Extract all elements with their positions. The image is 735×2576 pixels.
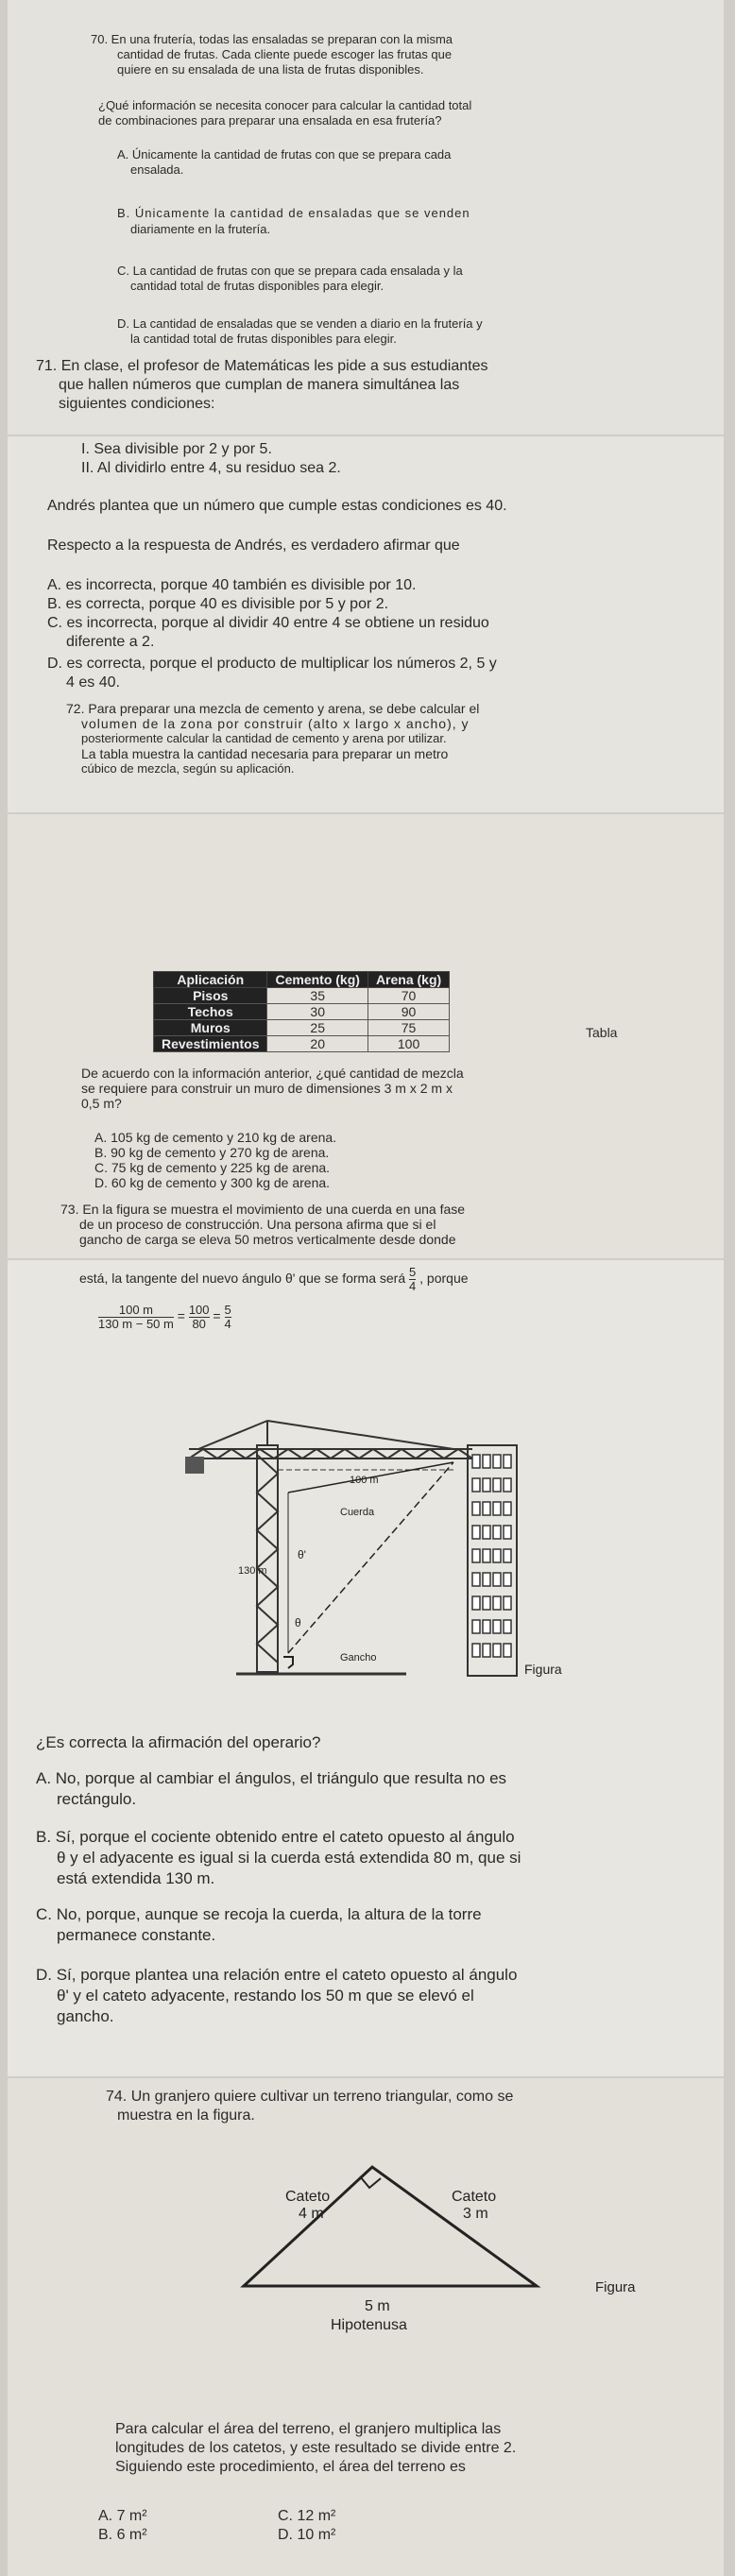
triangle-figure	[0, 2125, 735, 2343]
building-window	[472, 1596, 480, 1610]
table-cell: 20	[267, 1036, 368, 1052]
q74-option-d[interactable]: D. 10 m²	[278, 2527, 336, 2543]
table-cell: 25	[267, 1020, 368, 1036]
building	[468, 1445, 517, 1676]
building-window	[483, 1644, 490, 1657]
building-window	[472, 1549, 480, 1562]
label-rope: Cuerda	[340, 1507, 375, 1518]
q74-text-line-2: longitudes de los catetos, y este resultado se divide entre 2.	[115, 2440, 517, 2456]
q73-option-d-cont: θ' y el cateto adyacente, restando los 50 m que se elevó el	[57, 1987, 474, 2005]
building-window	[493, 1502, 501, 1515]
building-window	[493, 1478, 501, 1492]
q71-condition-2: II. Al dividirlo entre 4, su residuo sea 2.	[81, 460, 341, 476]
q73-stem-end: , porque	[419, 1271, 469, 1287]
table-row	[154, 988, 450, 1004]
q74-option-b[interactable]: B. 6 m²	[98, 2527, 147, 2543]
q70-option-d[interactable]: D. La cantidad de ensaladas que se venden a diario en la frutería y	[117, 316, 483, 331]
q72-question-line-3: 0,5 m?	[81, 1096, 122, 1111]
q72-stem-line-3: posteriormente calcular la cantidad de cemento y arena por utilizar.	[81, 731, 447, 745]
q71-option-b[interactable]: B. es correcta, porque 40 es divisible por 5 y por 2.	[47, 596, 389, 612]
label-leg-2-value: 3 m	[463, 2206, 488, 2222]
q70-question-line-2: de combinaciones para preparar una ensalada en esa frutería?	[98, 113, 442, 128]
figure-caption: Figura	[524, 1662, 562, 1677]
q71-stem-line-1: 71. En clase, el profesor de Matemáticas les pide a sus estudiantes	[36, 358, 488, 374]
q73-stem-fraction	[409, 1266, 416, 1293]
eq-sign-1: =	[177, 1308, 185, 1324]
building-window	[504, 1549, 511, 1562]
building-window	[472, 1573, 480, 1586]
counterweight	[185, 1457, 204, 1474]
label-hyp-value: 5 m	[365, 2298, 390, 2314]
building-window	[504, 1644, 511, 1657]
table-cell: Techos	[154, 1004, 267, 1020]
building-window	[472, 1478, 480, 1492]
eq-num-2: 100	[188, 1303, 210, 1317]
table-header-sand: Arena (kg)	[368, 972, 449, 988]
q70-option-b[interactable]: B. Únicamente la cantidad de ensaladas que se venden	[117, 206, 470, 220]
q71-option-c[interactable]: C. es incorrecta, porque al dividir 40 entre 4 se obtiene un residuo	[47, 615, 489, 631]
label-leg-2: Cateto	[452, 2189, 497, 2205]
table-cell: 70	[368, 988, 449, 1004]
building-window	[472, 1644, 480, 1657]
building-window	[493, 1596, 501, 1610]
q71-option-d-cont: 4 es 40.	[66, 674, 120, 691]
table-cell: 75	[368, 1020, 449, 1036]
label-100m: 100 m	[350, 1475, 379, 1486]
building-window	[493, 1620, 501, 1633]
table-caption: Tabla	[586, 1025, 618, 1040]
building-window	[483, 1478, 490, 1492]
building-window	[493, 1526, 501, 1539]
building-window	[483, 1455, 490, 1468]
q73-stem-line-3: gancho de carga se eleva 50 metros verticalmente desde donde	[79, 1232, 456, 1247]
building-window	[493, 1549, 501, 1562]
q74-text-line-1: Para calcular el área del terreno, el granjero multiplica las	[115, 2421, 502, 2437]
q73-stem-line-4	[79, 1266, 469, 1293]
q74-option-a[interactable]: A. 7 m²	[98, 2508, 147, 2524]
building-window	[504, 1455, 511, 1468]
eq-sign-2: =	[213, 1308, 221, 1324]
q72-stem-line-4: La tabla muestra la cantidad necesaria para preparar un metro	[81, 746, 449, 761]
q71-stem-line-3: siguientes condiciones:	[59, 396, 215, 412]
rope-upper	[288, 1462, 453, 1493]
q71-statement: Andrés plantea que un número que cumple estas condiciones es 40.	[47, 498, 507, 514]
label-130m: 130 m	[238, 1565, 267, 1577]
q71-condition-1: I. Sea divisible por 2 y por 5.	[81, 441, 272, 457]
eq-den-3: 4	[224, 1317, 231, 1331]
table-row	[154, 1004, 450, 1020]
q70-option-c-cont: cantidad total de frutas disponibles para elegir.	[130, 279, 385, 293]
crane-jib	[189, 1421, 472, 1459]
label-leg-1-value: 4 m	[299, 2206, 324, 2222]
table-cell: Muros	[154, 1020, 267, 1036]
q72-option-d[interactable]: D. 60 kg de cemento y 300 kg de arena.	[94, 1175, 331, 1190]
table-cell: Pisos	[154, 988, 267, 1004]
crane-tower	[257, 1445, 278, 1672]
q73-stem-fraction-num: 5	[409, 1265, 417, 1279]
q72-option-c[interactable]: C. 75 kg de cemento y 225 kg de arena.	[94, 1160, 331, 1175]
building-window	[483, 1596, 490, 1610]
q70-option-b-cont: diariamente en la frutería.	[130, 222, 271, 236]
eq-den-1: 130 m − 50 m	[98, 1317, 174, 1331]
q72-option-a[interactable]: A. 105 kg de cemento y 210 kg de arena.	[94, 1130, 337, 1145]
table-header-application: Aplicación	[154, 972, 267, 988]
label-theta-prime: θ'	[298, 1548, 306, 1561]
q72-question-line-1: De acuerdo con la información anterior, ¿qué cantidad de mezcla	[81, 1066, 464, 1081]
q74-text-line-3: Siguiendo este procedimiento, el área del terreno es	[115, 2459, 466, 2475]
q72-stem-line-5: cúbico de mezcla, según su aplicación.	[81, 761, 295, 776]
crane-figure	[0, 1417, 735, 1691]
building-window	[483, 1549, 490, 1562]
label-theta: θ	[295, 1616, 301, 1629]
building-window	[493, 1573, 501, 1586]
table-header-cement: Cemento (kg)	[267, 972, 368, 988]
q73-stem-line-2: de un proceso de construcción. Una persona afirma que si el	[79, 1217, 436, 1232]
building-window	[472, 1620, 480, 1633]
building-window	[504, 1526, 511, 1539]
building-window	[472, 1455, 480, 1468]
building-window	[472, 1502, 480, 1515]
q70-option-a-cont: ensalada.	[130, 162, 184, 177]
building-window	[504, 1596, 511, 1610]
q73-option-b-cont2: está extendida 130 m.	[57, 1869, 215, 1887]
table-cell: 35	[267, 988, 368, 1004]
q72-stem-line-2: volumen de la zona por construir (alto x largo x ancho), y	[81, 716, 470, 731]
right-triangle	[244, 2167, 537, 2286]
q71-option-c-cont: diferente a 2.	[66, 634, 155, 650]
q70-option-c[interactable]: C. La cantidad de frutas con que se prepara cada ensalada y la	[117, 264, 463, 278]
q73-option-d-cont2: gancho.	[57, 2007, 114, 2025]
q73-option-a-cont: rectángulo.	[57, 1790, 137, 1808]
eq-num-1: 100 m	[98, 1304, 174, 1318]
q73-option-b[interactable]: B. Sí, porque el cociente obtenido entre el cateto opuesto al ángulo	[36, 1828, 515, 1846]
table-row	[154, 1020, 450, 1036]
building-window	[493, 1455, 501, 1468]
table-cell: 90	[368, 1004, 449, 1020]
q73-stem-line-1: 73. En la figura se muestra el movimiento de una cuerda en una fase	[60, 1202, 466, 1217]
q74-stem-line-2: muestra en la figura.	[117, 2107, 255, 2124]
table-row	[154, 1036, 450, 1052]
q73-option-d[interactable]: D. Sí, porque plantea una relación entre el cateto opuesto al ángulo	[36, 1966, 518, 1984]
q73-option-b-cont: θ y el adyacente es igual si la cuerda está extendida 80 m, que si	[57, 1849, 521, 1867]
building-window	[483, 1573, 490, 1586]
q73-option-c-cont: permanece constante.	[57, 1926, 216, 1944]
hook-icon	[283, 1657, 293, 1668]
label-leg-1: Cateto	[285, 2189, 331, 2205]
building-window	[504, 1573, 511, 1586]
building-window	[483, 1502, 490, 1515]
right-angle-mark	[360, 2176, 381, 2188]
q70-option-d-cont: la cantidad total de frutas disponibles para elegir.	[130, 332, 397, 346]
eq-den-2: 80	[192, 1317, 206, 1331]
building-window	[504, 1478, 511, 1492]
building-window	[472, 1526, 480, 1539]
q73-stem-fraction-den: 4	[409, 1279, 417, 1293]
building-window	[504, 1620, 511, 1633]
q73-question: ¿Es correcta la afirmación del operario?	[36, 1733, 321, 1751]
q73-option-a[interactable]: A. No, porque al cambiar el ángulos, el triángulo que resulta no es	[36, 1769, 507, 1787]
q71-option-d[interactable]: D. es correcta, porque el producto de multiplicar los números 2, 5 y	[47, 656, 497, 672]
q70-option-a[interactable]: A. Únicamente la cantidad de frutas con que se prepara cada	[117, 147, 452, 162]
building-window	[483, 1620, 490, 1633]
figure-caption-74: Figura	[595, 2279, 636, 2295]
q74-stem-line-1: 74. Un granjero quiere cultivar un terreno triangular, como se	[106, 2089, 514, 2105]
q70-stem-line-2: cantidad de frutas. Cada cliente puede escoger las frutas que	[117, 47, 453, 61]
label-hook: Gancho	[340, 1652, 377, 1663]
q71-stem-line-2: que hallen números que cumplan de manera simultánea las	[59, 377, 460, 393]
building-window	[504, 1502, 511, 1515]
q71-option-a[interactable]: A. es incorrecta, porque 40 también es divisible por 10.	[47, 577, 417, 593]
q72-stem-line-1: 72. Para preparar una mezcla de cemento y arena, se debe calcular el	[66, 701, 480, 716]
building-window	[483, 1526, 490, 1539]
q72-question-line-2: se requiere para construir un muro de dimensiones 3 m x 2 m x	[81, 1081, 453, 1096]
table-cell: 100	[368, 1036, 449, 1052]
q74-option-c[interactable]: C. 12 m²	[278, 2508, 336, 2524]
building-window	[493, 1644, 501, 1657]
q71-question: Respecto a la respuesta de Andrés, es verdadero afirmar que	[47, 537, 460, 554]
cement-mix-table	[153, 971, 450, 1052]
label-hypotenuse: Hipotenusa	[331, 2317, 407, 2333]
q70-stem-line-1: 70. En una frutería, todas las ensaladas se preparan con la misma	[91, 32, 453, 46]
rope-lower	[288, 1462, 453, 1653]
q73-option-c[interactable]: C. No, porque, aunque se recoja la cuerda, la altura de la torre	[36, 1905, 482, 1923]
q70-question-line-1: ¿Qué información se necesita conocer para calcular la cantidad total	[98, 98, 472, 112]
q73-equation	[98, 1304, 231, 1331]
table-cell: Revestimientos	[154, 1036, 267, 1052]
q73-stem-last: está, la tangente del nuevo ángulo θ' que se forma será	[79, 1271, 406, 1287]
table-cell: 30	[267, 1004, 368, 1020]
eq-num-3: 5	[224, 1303, 231, 1317]
q70-stem-line-3: quiere en su ensalada de una lista de frutas disponibles.	[117, 62, 424, 77]
q72-option-b[interactable]: B. 90 kg de cemento y 270 kg de arena.	[94, 1145, 330, 1160]
